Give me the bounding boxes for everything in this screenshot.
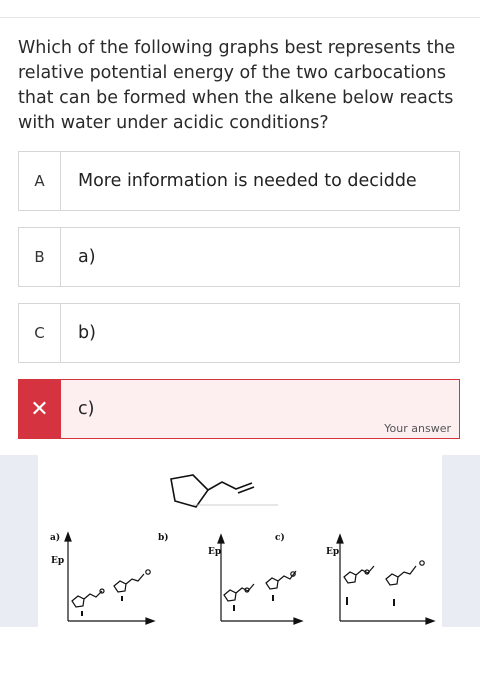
option-text: More information is needed to decidde bbox=[78, 171, 417, 191]
ep-axis-label-c: Ep bbox=[326, 547, 340, 557]
option-c[interactable] bbox=[18, 303, 460, 363]
your-answer-label: Your answer bbox=[384, 422, 451, 435]
option-text: b) bbox=[78, 323, 96, 343]
option-a[interactable] bbox=[18, 151, 460, 211]
figure-image bbox=[38, 455, 442, 627]
option-text: a) bbox=[78, 247, 96, 267]
option-b[interactable] bbox=[18, 227, 460, 287]
wrong-x-icon: ✕ bbox=[19, 380, 61, 438]
question-text: Which of the following graphs best represents the relative potential energy of the two carbocations that can be formed when the alkene below reacts with water under acidic conditions? bbox=[18, 38, 456, 133]
graph-c bbox=[275, 532, 434, 624]
option-letter: A bbox=[19, 152, 61, 210]
graph-a-label: a) bbox=[50, 533, 61, 543]
option-letter: B bbox=[19, 228, 61, 286]
graph-c-label: c) bbox=[275, 533, 285, 543]
figure-svg bbox=[38, 455, 442, 627]
top-divider bbox=[0, 17, 480, 18]
option-d-selected-wrong[interactable] bbox=[18, 379, 460, 439]
graph-a bbox=[50, 532, 154, 624]
alkene-structure bbox=[171, 475, 254, 507]
ep-axis-label-a: Ep bbox=[51, 556, 65, 566]
graph-b-label: b) bbox=[158, 533, 169, 543]
ep-axis-label-b: Ep bbox=[208, 547, 222, 557]
graph-b bbox=[158, 532, 302, 624]
option-letter: C bbox=[19, 304, 61, 362]
option-text: c) bbox=[78, 399, 95, 419]
figure-panel bbox=[0, 455, 480, 627]
